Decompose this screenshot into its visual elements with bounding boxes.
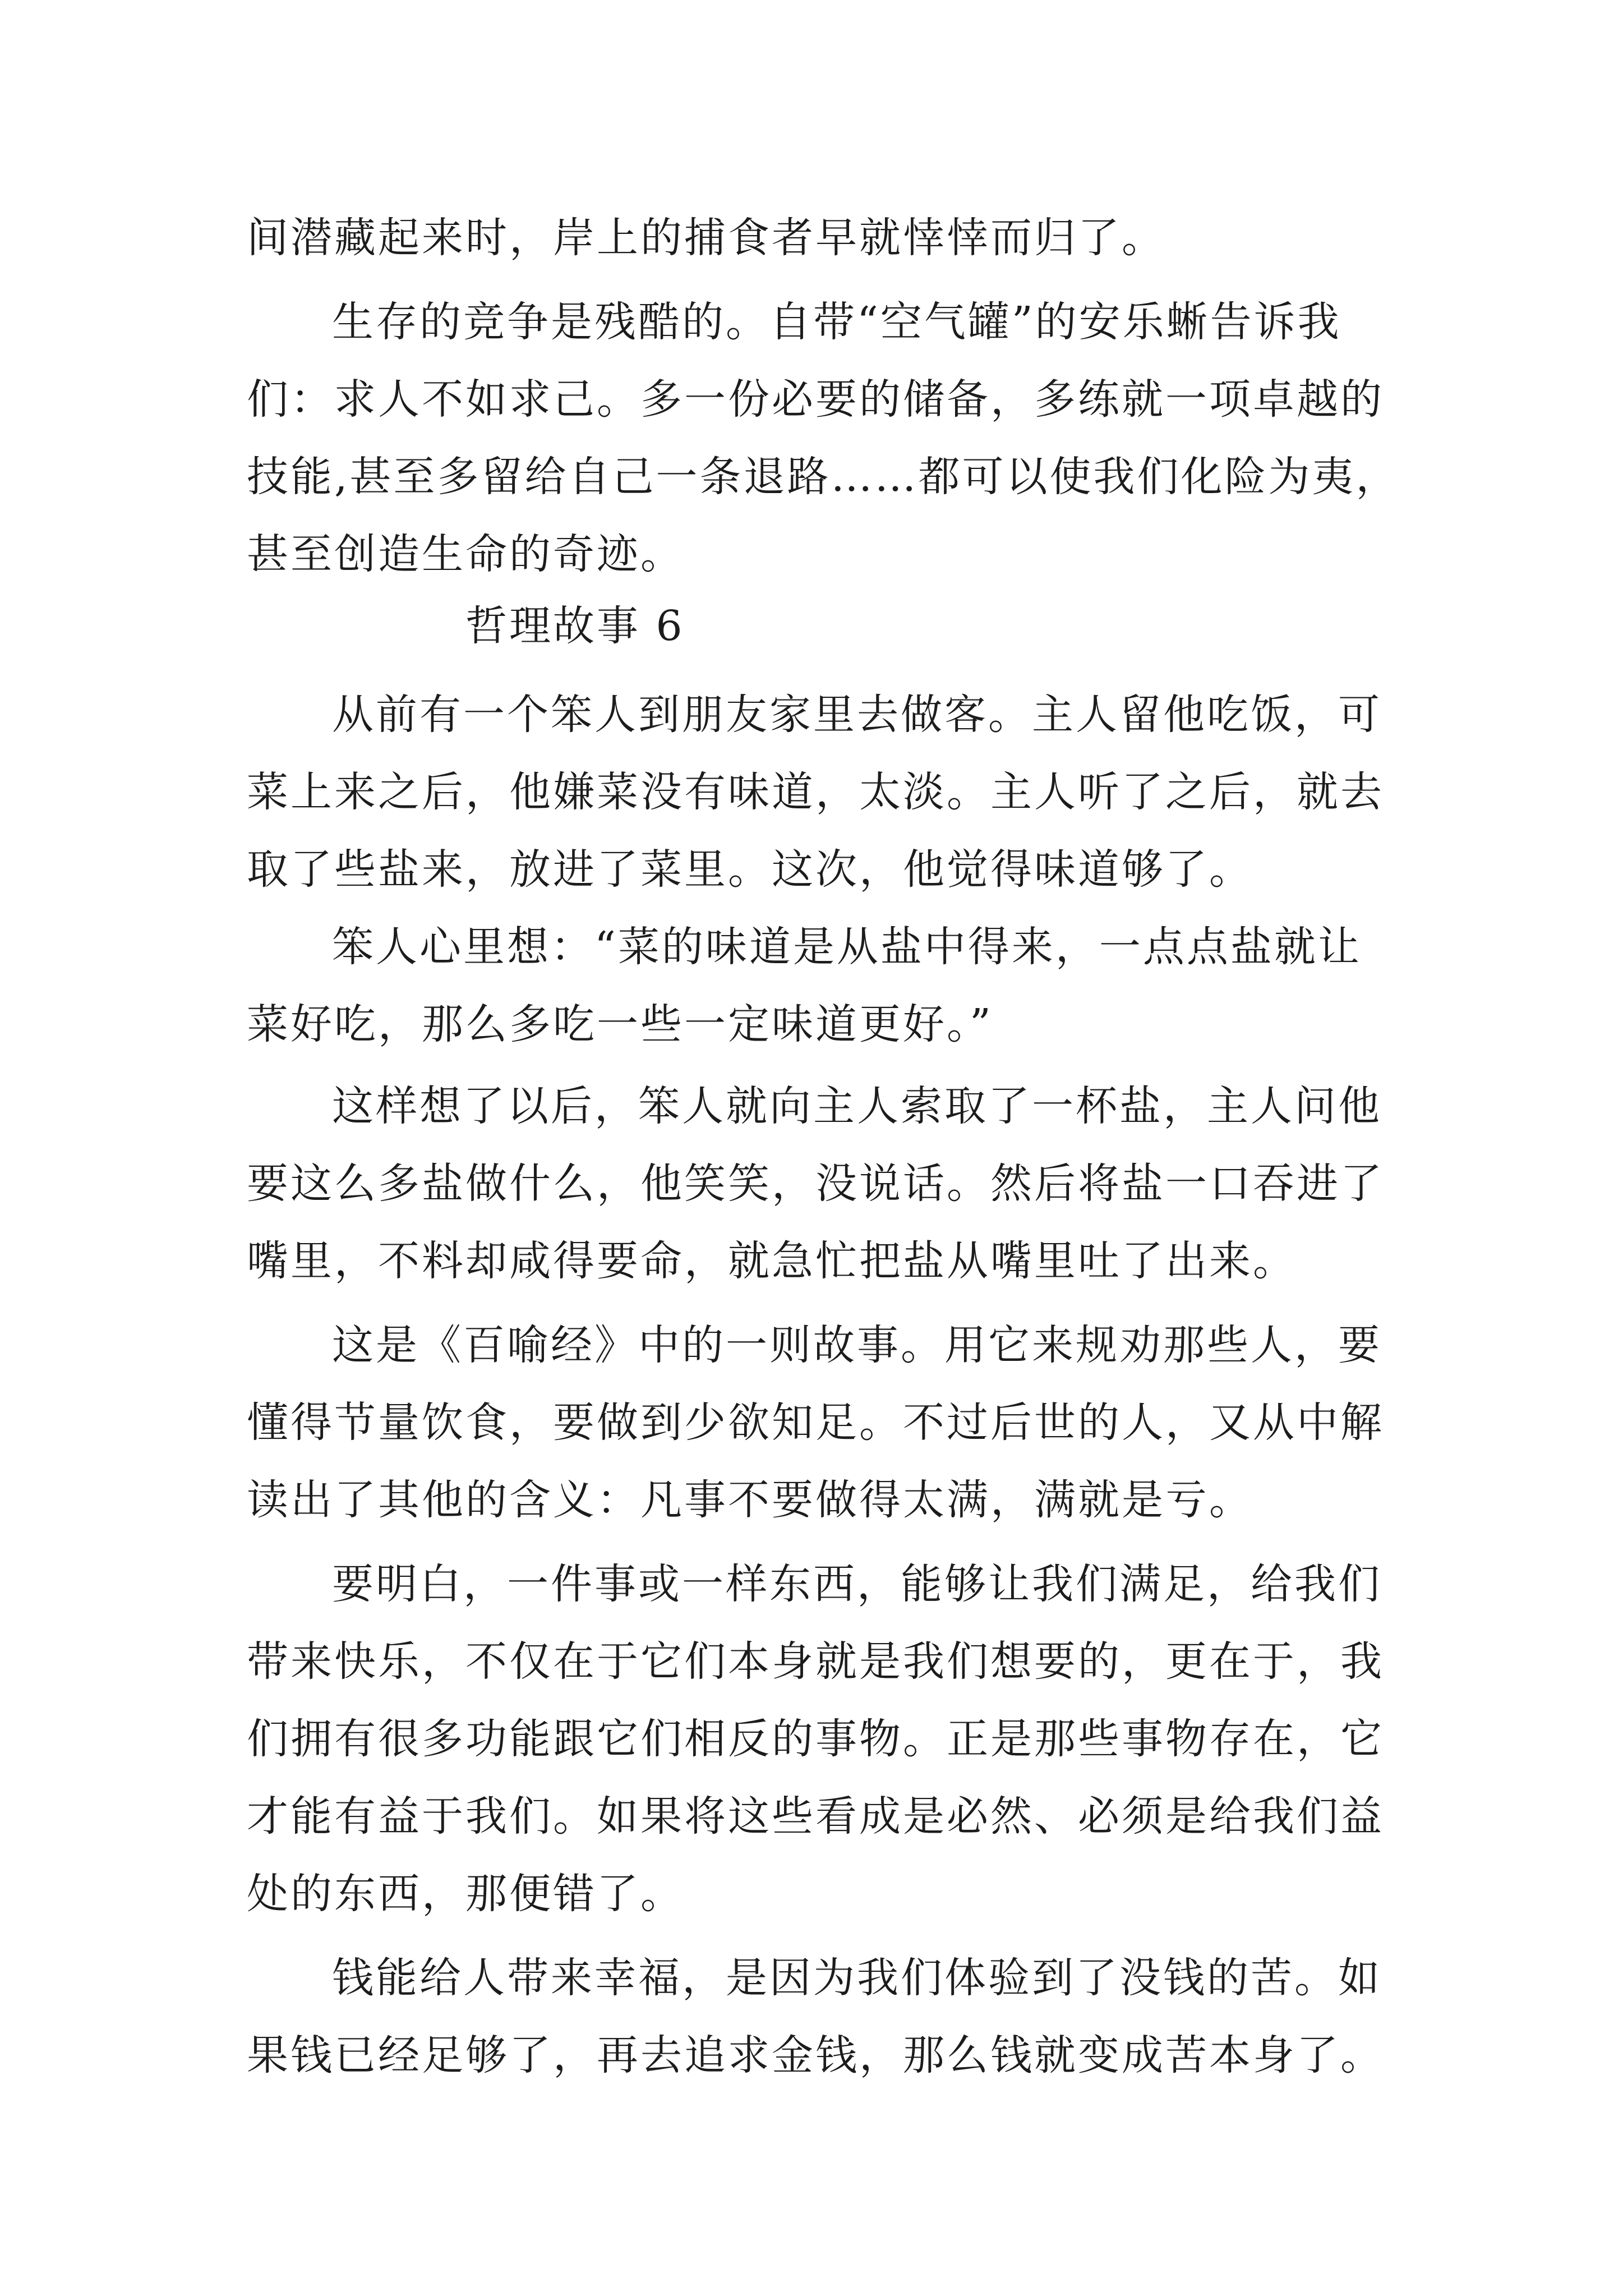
paragraph-line: 们拥有很多功能跟它们相反的事物。正是那些事物存在，它 (247, 1715, 1384, 1763)
paragraph-line: 处的东西，那便错了。 (247, 1870, 684, 1918)
paragraph-line: 懂得节量饮食，要做到少欲知足。不过后世的人，又从中解 (247, 1398, 1384, 1447)
paragraph-line: 菜上来之后，他嫌菜没有味道，太淡。主人听了之后，就去 (247, 768, 1384, 816)
paragraph-line: 带来快乐，不仅在于它们本身就是我们想要的，更在于，我 (247, 1637, 1384, 1686)
paragraph-line: 甚至创造生命的奇迹。 (247, 530, 684, 578)
paragraph-line: 果钱已经足够了，再去追求金钱，那么钱就变成苦本身了。 (247, 2031, 1384, 2079)
paragraph-line: 们：求人不如求己。多一份必要的储备，多练就一项卓越的 (247, 375, 1384, 424)
paragraph-line: 这样想了以后，笨人就向主人索取了一杯盐，主人问他 (332, 1082, 1382, 1130)
paragraph-line: 才能有益于我们。如果将这些看成是必然、必须是给我们益 (247, 1792, 1384, 1841)
paragraph-line: 技能,甚至多留给自己一条退路……都可以使我们化险为夷， (247, 453, 1400, 501)
paragraph-line: 钱能给人带来幸福，是因为我们体验到了没钱的苦。如 (332, 1954, 1382, 2002)
paragraph-line: 要明白，一件事或一样东西，能够让我们满足，给我们 (332, 1560, 1382, 1608)
paragraph-line: 从前有一个笨人到朋友家里去做客。主人留他吃饭，可 (332, 691, 1382, 739)
paragraph-line: 读出了其他的含义：凡事不要做得太满，满就是亏。 (247, 1476, 1253, 1524)
paragraph-line: 取了些盐来，放进了菜里。这次，他觉得味道够了。 (247, 845, 1253, 894)
paragraph-line: 菜好吃，那么多吃一些一定味道更好。” (247, 1000, 993, 1048)
paragraph-line: 这是《百喻经》中的一则故事。用它来规劝那些人，要 (332, 1321, 1382, 1369)
paragraph-line: 笨人心里想：“菜的味道是从盐中得来，一点点盐就让 (332, 923, 1362, 971)
paragraph-line: 生存的竞争是残酷的。自带“空气罐”的安乐蜥告诉我 (332, 298, 1341, 346)
section-heading: 哲理故事 6 (465, 602, 685, 650)
paragraph-line: 要这么多盐做什么，他笑笑，没说话。然后将盐一口吞进了 (247, 1159, 1384, 1208)
paragraph-line: 间潜藏起来时，岸上的捕食者早就悻悻而归了。 (247, 214, 1165, 262)
paragraph-line: 嘴里，不料却咸得要命，就急忙把盐从嘴里吐了出来。 (247, 1237, 1297, 1285)
